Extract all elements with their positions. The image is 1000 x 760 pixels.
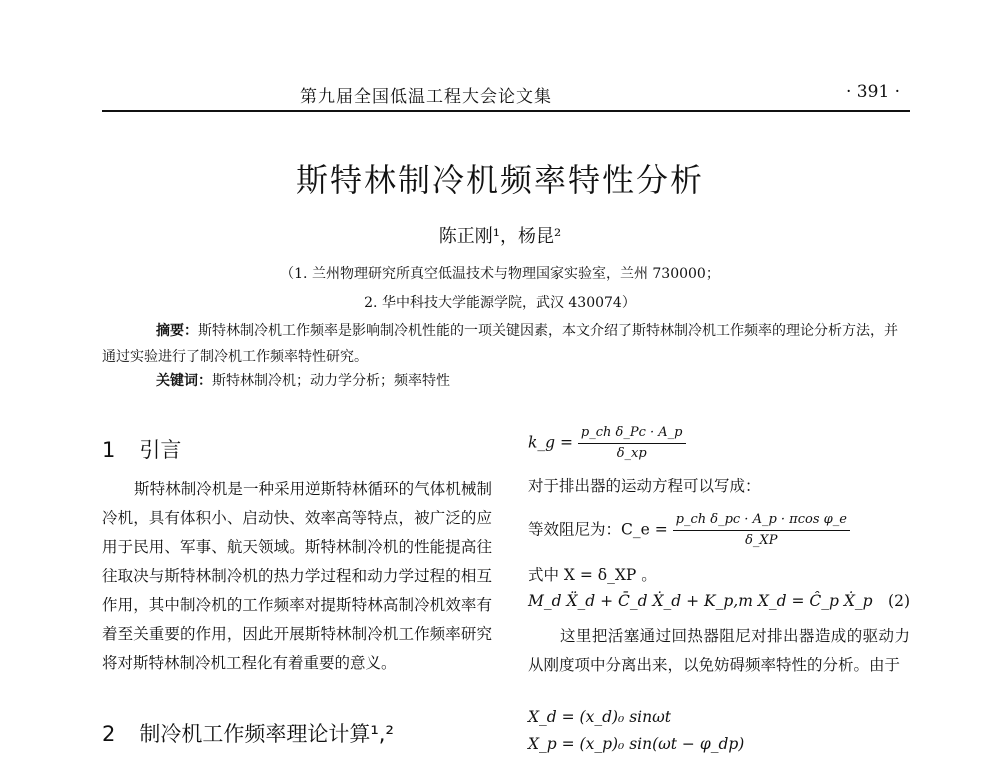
damping-label: 等效阻尼为：C_e = (528, 520, 668, 539)
equation-kg-lhs: k_g = (528, 433, 573, 452)
keywords (156, 370, 450, 390)
equation-xp: X_p = (x_p)₀ sin(ωt − φ_dp) (528, 735, 745, 753)
affiliation-1: （1. 兰州物理研究所真空低温技术与物理国家实验室，兰州 730000； (280, 266, 720, 282)
equation-kg-numerator: p_ch δ_Pc · A_p (578, 423, 686, 444)
paper-title: 斯特林制冷机频率特性分析 (295, 161, 704, 199)
affiliation-2: 2. 华中科技大学能源学院，武汉 430074） (364, 295, 636, 311)
header-rule (102, 110, 910, 112)
running-head: 第九届全国低温工程大会论文集 (300, 87, 552, 107)
section-title: 引言 (139, 438, 182, 462)
damping-denominator: δ_XP (745, 533, 778, 548)
abstract-text: 斯特林制冷机工作频率是影响制冷机性能的一项关键因素，本文介绍了斯特林制冷机工作频率的理论分析方法，并通过实验进行了制冷机工作频率特性研究。 (102, 323, 898, 365)
keywords-text: 斯特林制冷机；动力学分析；频率特性 (212, 373, 450, 389)
section-heading-2 (102, 718, 394, 748)
page-number: · 391 · (846, 82, 901, 102)
abstract-label: 摘要： (156, 323, 198, 339)
damping-equation (528, 510, 850, 551)
abstract (102, 318, 910, 370)
equation-2 (528, 592, 910, 610)
section-heading-1 (102, 434, 181, 464)
keywords-label: 关键词： (156, 373, 212, 389)
damping-numerator: p_ch δ_pc · A_p · πcos φ_e (673, 510, 850, 531)
equation-kg (528, 423, 686, 464)
equation-kg-fraction (578, 423, 686, 464)
section-number: 2 (102, 722, 116, 746)
equation-kg-denominator: δ_xp (616, 446, 647, 461)
motion-equation-line: 对于排出器的运动方程可以写成： (528, 477, 761, 495)
right-paragraph: 这里把活塞通过回热器阻尼对排出器造成的驱动力从刚度项中分离出来，以免妨碍频率特性的分析。由于 (528, 627, 910, 674)
intro-paragraph: 斯特林制冷机是一种采用逆斯特林循环的气体机械制冷机，具有体积小、启动快、效率高等特点，被广泛的应用于民用、军事、航天领域。斯特林制冷机的性能提高往往取决与斯特林制冷机的热力学过程和动力学过程的相互作用，其中制冷机的工作频率对提斯特林高制冷机效率有着至关重要的作用，因此开展斯特林制冷机工作频率研究将对斯特林制冷机工程化有着重要的意义。 (102, 480, 492, 672)
section-title: 制冷机工作频率理论计算¹,² (139, 722, 394, 746)
equation-2-body: M_d Ẍ_d + C̄_d Ẋ_d + K_p,m X_d = Ĉ_p Ẋ_p (528, 592, 873, 610)
damping-fraction (673, 510, 850, 551)
equation-2-number: (2) (888, 592, 910, 610)
where-line: 式中 X = δ_XP 。 (528, 566, 657, 584)
section-number: 1 (102, 438, 116, 462)
authors: 陈正刚¹，杨昆² (438, 226, 562, 247)
equation-xd: X_d = (x_d)₀ sinωt (528, 708, 671, 726)
